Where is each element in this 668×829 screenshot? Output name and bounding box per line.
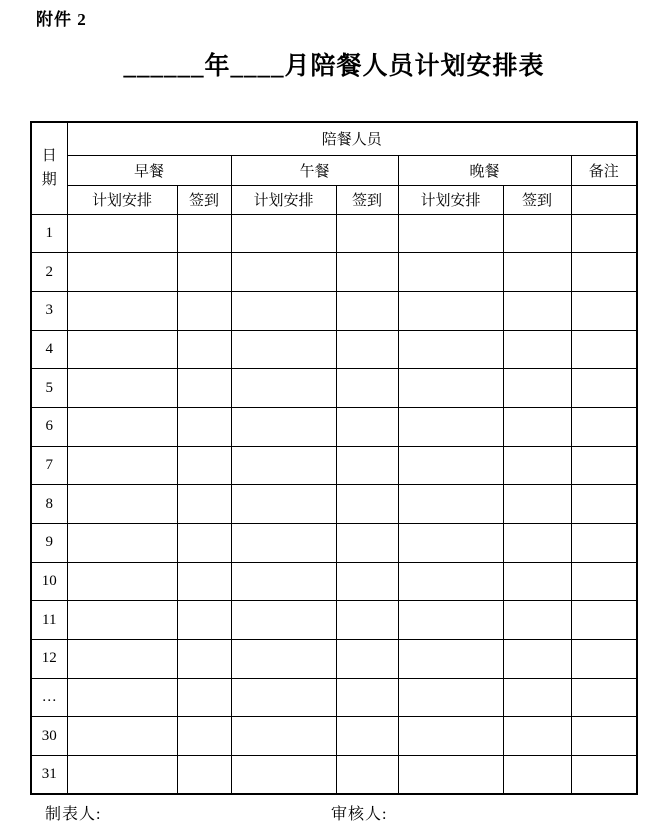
dinner-signin-cell	[503, 485, 571, 524]
header-row-sub	[31, 185, 637, 214]
dinner-plan-cell	[398, 717, 503, 756]
remark-cell	[571, 524, 637, 563]
lunch-header: 午餐	[231, 155, 398, 185]
breakfast-plan-cell	[67, 601, 177, 640]
dinner-plan-cell	[398, 756, 503, 795]
breakfast-plan-cell	[67, 640, 177, 679]
lunch-signin-cell	[336, 485, 398, 524]
table-row	[31, 717, 637, 756]
date-cell: 2	[31, 253, 67, 292]
date-cell: 5	[31, 369, 67, 408]
date-cell: 11	[31, 601, 67, 640]
table-row	[31, 678, 637, 717]
dinner-signin-cell	[503, 640, 571, 679]
breakfast-plan-cell	[67, 446, 177, 485]
table-row	[31, 291, 637, 330]
lunch-plan-cell	[231, 214, 336, 253]
dinner-header: 晚餐	[398, 155, 571, 185]
date-cell: 31	[31, 756, 67, 795]
table-row	[31, 253, 637, 292]
dinner-plan-cell	[398, 253, 503, 292]
date-column-header	[31, 122, 67, 214]
breakfast-plan-cell	[67, 678, 177, 717]
header-row-meals	[31, 155, 637, 185]
date-column-header-text: 日期	[41, 148, 57, 189]
breakfast-plan-cell	[67, 524, 177, 563]
remark-cell	[571, 756, 637, 795]
lunch-plan-header: 计划安排	[231, 185, 336, 214]
lunch-signin-cell	[336, 446, 398, 485]
breakfast-signin-cell	[177, 253, 231, 292]
dinner-signin-header: 签到	[503, 185, 571, 214]
date-cell: 9	[31, 524, 67, 563]
breakfast-plan-cell	[67, 369, 177, 408]
table-header	[31, 122, 637, 214]
dinner-signin-cell	[503, 214, 571, 253]
lunch-signin-cell	[336, 756, 398, 795]
attachment-label: 附件 2	[36, 10, 87, 29]
lunch-signin-cell	[336, 330, 398, 369]
date-cell: 4	[31, 330, 67, 369]
dinner-signin-cell	[503, 756, 571, 795]
breakfast-plan-cell	[67, 717, 177, 756]
table-row	[31, 330, 637, 369]
remark-cell	[571, 369, 637, 408]
dinner-plan-cell	[398, 407, 503, 446]
dinner-plan-cell	[398, 485, 503, 524]
breakfast-signin-header: 签到	[177, 185, 231, 214]
table-row	[31, 524, 637, 563]
breakfast-signin-cell	[177, 601, 231, 640]
dinner-plan-cell	[398, 640, 503, 679]
lunch-plan-cell	[231, 717, 336, 756]
breakfast-plan-cell	[67, 562, 177, 601]
breakfast-signin-cell	[177, 214, 231, 253]
remark-cell	[571, 291, 637, 330]
remark-cell	[571, 717, 637, 756]
dinner-plan-cell	[398, 524, 503, 563]
breakfast-signin-cell	[177, 678, 231, 717]
lunch-plan-cell	[231, 407, 336, 446]
breakfast-signin-cell	[177, 524, 231, 563]
lunch-plan-cell	[231, 756, 336, 795]
lunch-plan-cell	[231, 601, 336, 640]
remark-cell	[571, 640, 637, 679]
dinner-signin-cell	[503, 678, 571, 717]
breakfast-signin-cell	[177, 756, 231, 795]
lunch-plan-cell	[231, 640, 336, 679]
lunch-signin-cell	[336, 253, 398, 292]
date-cell: 3	[31, 291, 67, 330]
breakfast-header: 早餐	[67, 155, 231, 185]
breakfast-plan-cell	[67, 485, 177, 524]
breakfast-plan-header: 计划安排	[67, 185, 177, 214]
table-row	[31, 640, 637, 679]
dinner-plan-cell	[398, 562, 503, 601]
date-cell: 12	[31, 640, 67, 679]
table-row	[31, 756, 637, 795]
breakfast-plan-cell	[67, 291, 177, 330]
remark-cell	[571, 678, 637, 717]
dinner-plan-cell	[398, 291, 503, 330]
date-cell: 10	[31, 562, 67, 601]
dinner-signin-cell	[503, 330, 571, 369]
lunch-plan-cell	[231, 253, 336, 292]
lunch-signin-cell	[336, 369, 398, 408]
breakfast-signin-cell	[177, 369, 231, 408]
breakfast-signin-cell	[177, 485, 231, 524]
lunch-signin-cell	[336, 601, 398, 640]
header-row-group	[31, 122, 637, 155]
reviewer-label: 审核人:	[331, 806, 388, 823]
meal-schedule-table	[30, 121, 638, 795]
breakfast-plan-cell	[67, 214, 177, 253]
table-row	[31, 446, 637, 485]
lunch-signin-cell	[336, 524, 398, 563]
dinner-plan-cell	[398, 678, 503, 717]
remark-cell	[571, 485, 637, 524]
date-cell: …	[31, 678, 67, 717]
lunch-signin-cell	[336, 562, 398, 601]
lunch-plan-cell	[231, 291, 336, 330]
dinner-signin-cell	[503, 369, 571, 408]
remark-cell	[571, 562, 637, 601]
date-cell: 30	[31, 717, 67, 756]
dinner-plan-cell	[398, 330, 503, 369]
breakfast-signin-cell	[177, 446, 231, 485]
breakfast-signin-cell	[177, 291, 231, 330]
date-cell: 8	[31, 485, 67, 524]
remark-header: 备注	[571, 155, 637, 185]
remark-cell	[571, 253, 637, 292]
remark-sub-empty-cell	[571, 185, 637, 214]
lunch-signin-cell	[336, 407, 398, 446]
dinner-signin-cell	[503, 407, 571, 446]
table-row	[31, 485, 637, 524]
remark-cell	[571, 214, 637, 253]
remark-cell	[571, 330, 637, 369]
dinner-signin-cell	[503, 524, 571, 563]
dinner-signin-cell	[503, 291, 571, 330]
lunch-plan-cell	[231, 330, 336, 369]
breakfast-signin-cell	[177, 330, 231, 369]
lunch-plan-cell	[231, 485, 336, 524]
breakfast-plan-cell	[67, 253, 177, 292]
lunch-signin-cell	[336, 291, 398, 330]
lunch-signin-cell	[336, 717, 398, 756]
table-row	[31, 562, 637, 601]
lunch-plan-cell	[231, 562, 336, 601]
lunch-plan-cell	[231, 369, 336, 408]
date-cell: 7	[31, 446, 67, 485]
breakfast-signin-cell	[177, 640, 231, 679]
lunch-signin-header: 签到	[336, 185, 398, 214]
dinner-signin-cell	[503, 446, 571, 485]
dinner-plan-cell	[398, 369, 503, 408]
date-cell: 6	[31, 407, 67, 446]
dinner-signin-cell	[503, 253, 571, 292]
dinner-signin-cell	[503, 717, 571, 756]
table-row	[31, 214, 637, 253]
lunch-plan-cell	[231, 446, 336, 485]
breakfast-plan-cell	[67, 330, 177, 369]
remark-cell	[571, 601, 637, 640]
breakfast-signin-cell	[177, 407, 231, 446]
dinner-signin-cell	[503, 601, 571, 640]
dinner-signin-cell	[503, 562, 571, 601]
breakfast-signin-cell	[177, 717, 231, 756]
table-body	[31, 214, 637, 794]
table-row	[31, 407, 637, 446]
table-row	[31, 601, 637, 640]
breakfast-plan-cell	[67, 407, 177, 446]
dinner-plan-cell	[398, 601, 503, 640]
lunch-signin-cell	[336, 214, 398, 253]
page-title: ______年____月陪餐人员计划安排表	[123, 53, 545, 80]
lunch-plan-cell	[231, 524, 336, 563]
breakfast-signin-cell	[177, 562, 231, 601]
dinner-plan-cell	[398, 446, 503, 485]
dinner-plan-cell	[398, 214, 503, 253]
preparer-label: 制表人:	[45, 806, 102, 823]
lunch-signin-cell	[336, 678, 398, 717]
lunch-signin-cell	[336, 640, 398, 679]
lunch-plan-cell	[231, 678, 336, 717]
breakfast-plan-cell	[67, 756, 177, 795]
group-header-staff: 陪餐人员	[67, 122, 637, 155]
dinner-plan-header: 计划安排	[398, 185, 503, 214]
remark-cell	[571, 407, 637, 446]
remark-cell	[571, 446, 637, 485]
table-row	[31, 369, 637, 408]
date-cell: 1	[31, 214, 67, 253]
